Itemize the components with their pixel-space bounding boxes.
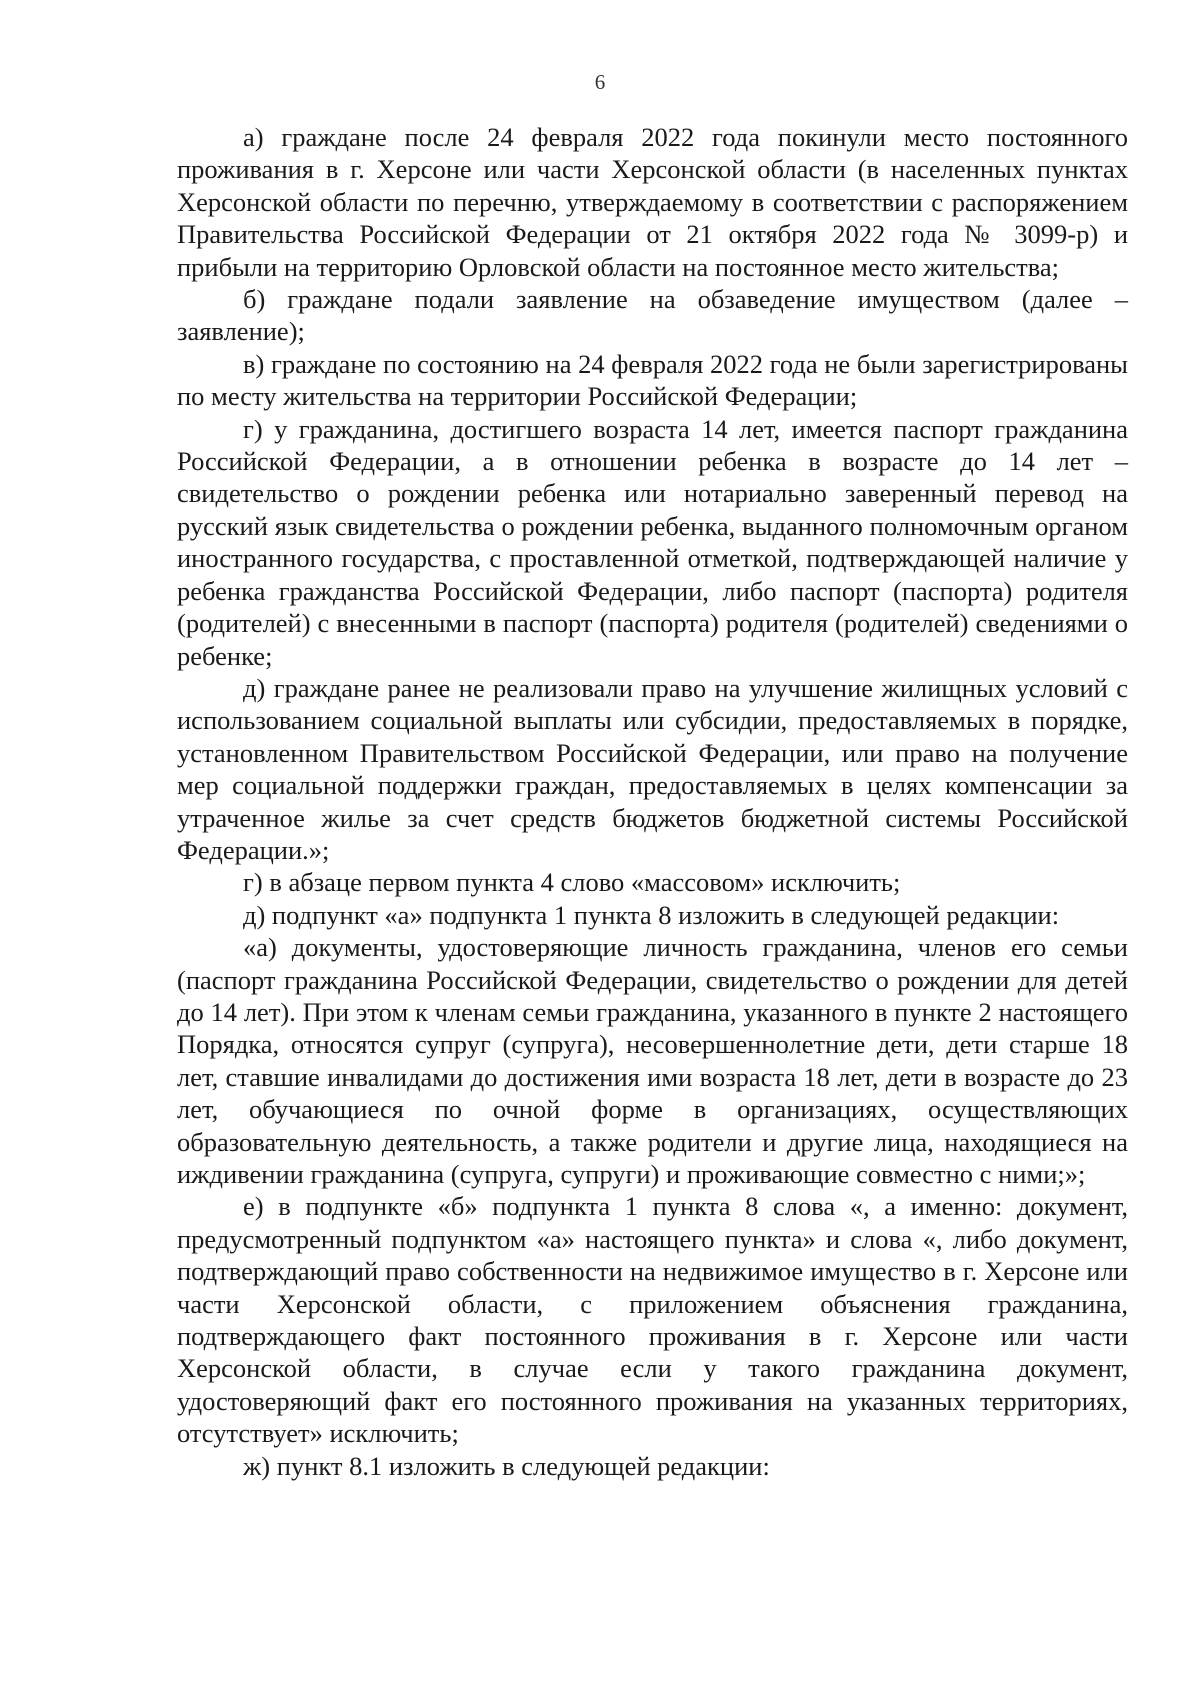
paragraph-d-housing-right: д) граждане ранее не реализовали право на улучшение жилищных условий с использованием социальной выплаты или субсидии, предоставляемых в порядке, установленном Правительством Российской Федерации, или право на получение мер социальной поддержки граждан, предоставляемых в целях компенсации за утраченное жилье за счет средств бюджетов бюджетной системы Российской Федерации.»; bbox=[177, 672, 1128, 865]
document-body bbox=[177, 121, 1128, 1482]
paragraph-v-registration: в) граждане по состоянию на 24 февраля 2022 года не были зарегистрированы по месту жительства на территории Российской Федерации; bbox=[177, 348, 1128, 412]
paragraph-g-passport: г) у гражданина, достигшего возраста 14 лет, имеется паспорт гражданина Российской Федерации, а в отношении ребенка в возрасте до 14 лет – свидетельство о рождении ребенка или нотариально заверенный перевод на русский язык свидетельства о рождении ребенка, выданного полномочным органом иностранного государства, с проставленной отметкой, подтверждающей наличие у ребенка гражданства Российской Федерации, либо паспорт (паспорта) родителя (родителей) с внесенными в паспорт (паспорта) родителя (родителей) сведениями о ребенке; bbox=[177, 413, 1128, 671]
paragraph-a-residence: а) граждане после 24 февраля 2022 года покинули место постоянного проживания в г. Херсоне или части Херсонской области (в населенных пунктах Херсонской области по перечню, утверждаемому в соответствии с распоряжением Правительства Российской Федерации от 21 октября 2022 года № 3099-р) и прибыли на территорию Орловской области на постоянное место жительства; bbox=[177, 122, 1128, 282]
paragraph-e-subclause-b: е) в подпункте «б» подпункта 1 пункта 8 слова «, а именно: документ, предусмотренный подпунктом «а» настоящего пункта» и слова «, либо документ, подтверждающий право собственности на недвижимое имущество в г. Херсоне или части Херсонской области, с приложением объяснения гражданина, подтверждающего факт постоянного проживания в г. Херсоне или части Херсонской области, в случае если у такого гражданина документ, удостоверяющий факт его постоянного проживания на указанных территориях, отсутствует» исключить; bbox=[177, 1191, 1128, 1449]
paragraph-b-application: б) граждане подали заявление на обзаведение имуществом (далее – заявление); bbox=[177, 284, 1128, 347]
paragraph-zh-clause-8-1: ж) пункт 8.1 изложить в следующей редакции: bbox=[243, 1450, 770, 1481]
paragraph-g-clause-4: г) в абзаце первом пункта 4 слово «массовом» исключить; bbox=[243, 867, 901, 898]
paragraph-d-clause-8: д) подпункт «а» подпункта 1 пункта 8 изложить в следующей редакции: bbox=[243, 899, 1060, 930]
paragraph-a-documents: «а) документы, удостоверяющие личность гражданина, членов его семьи (паспорт гражданина Российской Федерации, свидетельство о рождении для детей до 14 лет). При этом к членам семьи гражданина, указанного в пункте 2 настоящего Порядка, относятся супруг (супруга), несовершеннолетние дети, дети старше 18 лет, ставшие инвалидами до достижения ими возраста 18 лет, дети в возрасте до 23 лет, обучающиеся по очной форме в организациях, осуществляющих образовательную деятельность, а также родители и другие лица, находящиеся на иждивении гражданина (супруга, супруги) и проживающие совместно с ними;»; bbox=[177, 932, 1128, 1189]
page-number: 6 bbox=[594, 70, 606, 94]
